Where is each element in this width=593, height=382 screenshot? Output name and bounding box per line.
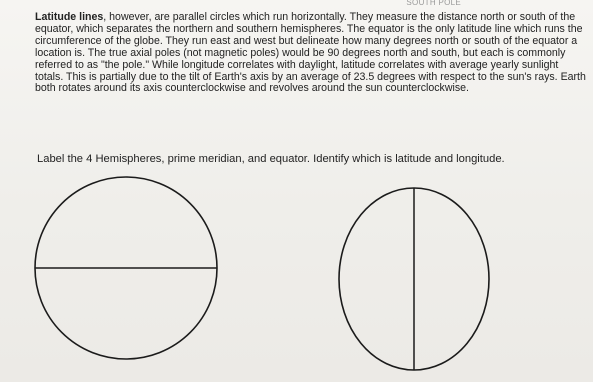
corner-label: SOUTH POLE [406, 0, 461, 7]
left-globe-diagram [35, 177, 217, 359]
latitude-lead: Latitude lines [35, 11, 104, 23]
latitude-paragraph-body: , however, are parallel circles which run horizontally. They measure the distance north or south of the equator, which separates the northern and southern hemispheres. The equator is the only latitude line which runs the circumference of the globe. They run east and west but delineate how many degrees north or south of the equator a location is. The true axial poles (not magnetic poles) would be 90 degrees north and south, but each is commonly referred to as "the pole." While longitude correlates with daylight, latitude correlates with average yearly sunlight totals. This is partially due to the tilt of Earth's axis by an average of 23.5 degrees with respect to the sun's rays. Earth both rotates around its axis counterclockwise and revolves around the sun counterclockwise. [35, 11, 586, 95]
instruction-text: Label the 4 Hemispheres, prime meridian, and equator. Identify which is latitude and longitude. [37, 153, 505, 165]
right-globe-diagram [339, 188, 489, 370]
